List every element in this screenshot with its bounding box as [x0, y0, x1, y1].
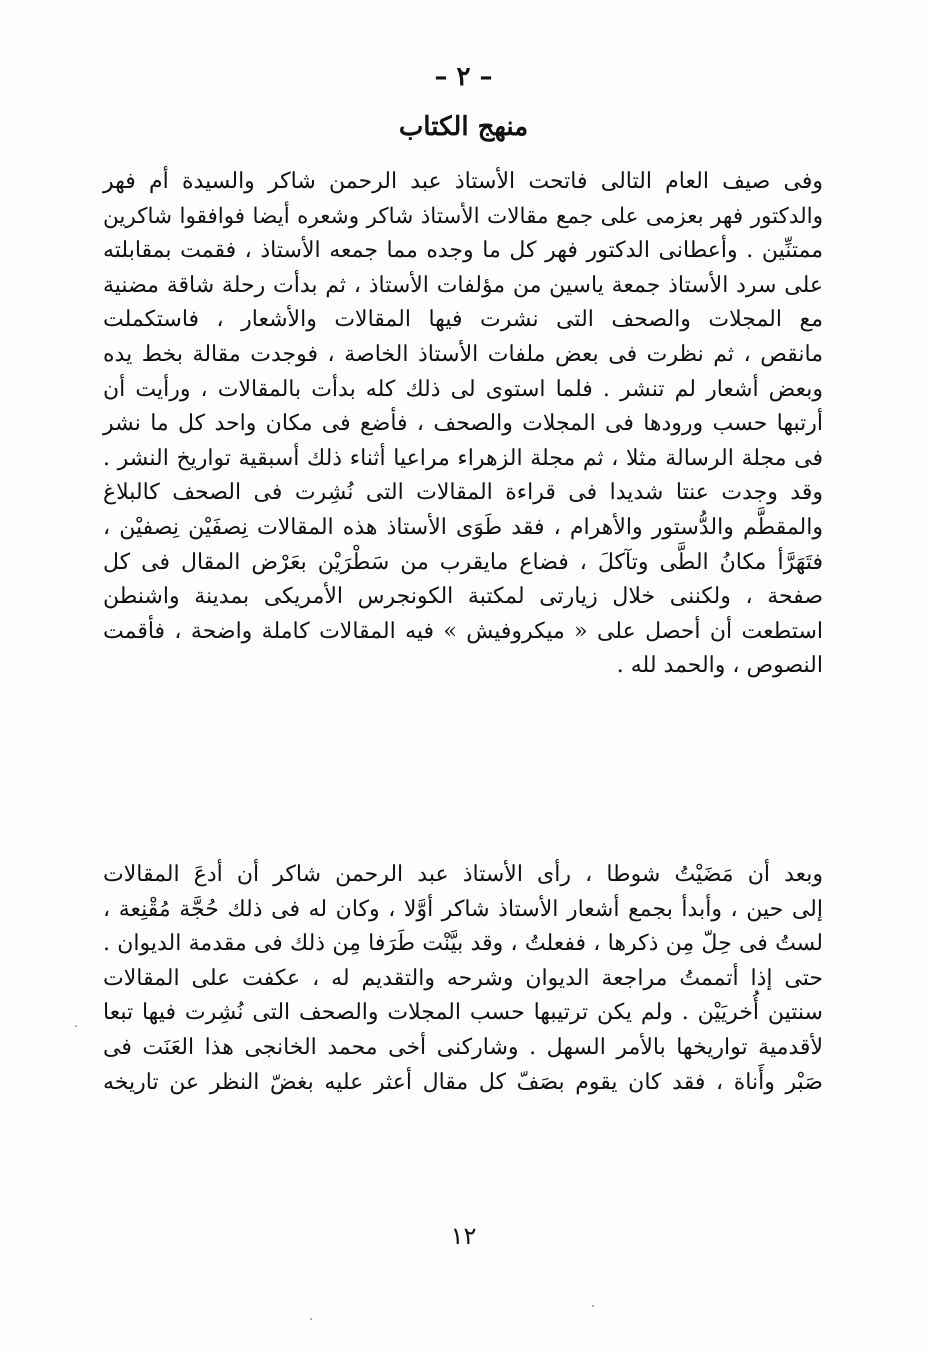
text-line: أرتبها حسب ورودها فى المجلات والصحف ، فأضع فى مكان واحد كل ما نشر — [103, 411, 823, 437]
text-line: فى مجلة الرسالة مثلا ، ثم مجلة الزهراء مراعيا أثناء ذلك أسبقية تواريخ النشر . — [103, 445, 823, 471]
scan-speck — [592, 1305, 594, 1307]
text-line: وبعض أشعار لم تنشر . فلما استوى لى ذلك كله بدأت بالمقالات ، ورأيت أن — [103, 376, 823, 402]
paragraph-1 — [103, 165, 823, 684]
text-line: صفحة ، ولكننى خلال زيارتى لمكتبة الكونجرس الأمريكى بمدينة واشنطن — [103, 584, 823, 610]
section-title: منهج الكتاب — [398, 112, 529, 142]
text-line: صَبْر وأَناة ، فقد كان يقوم بصَفّ كل مقال أعثر عليه بغضّ النظر عن تاريخه — [103, 1069, 823, 1095]
text-line: النصوص ، والحمد لله . — [616, 653, 823, 679]
text-line: على سرد الأستاذ جمعة ياسين من مؤلفات الأستاذ ، ثم بدأت رحلة شاقة مضنية — [103, 272, 823, 298]
text-line: وفى صيف العام التالى فاتحت الأستاذ عبد الرحمن شاكر والسيدة أم فهر — [103, 169, 823, 194]
text-line: حتى إذا أتممتُ مراجعة الديوان وشرحه والتقديم له ، عكفت على المقالات — [103, 965, 823, 991]
text-line: مع المجلات والصحف التى نشرت فيها المقالات والأشعار ، فاستكملت — [103, 307, 823, 333]
paragraph-2 — [103, 858, 823, 1100]
text-line: لستُ فى حِلّ مِن ذكرها ، ففعلتُ ، وقد بيَّنْت طَرَفا مِن ذلك فى مقدمة الديوان . — [103, 931, 823, 957]
text-line: استطعت أن أحصل على « ميكروفيش » فيه المقالات كاملة واضحة ، فأقمت — [103, 618, 823, 644]
section-number: – ٢ – — [434, 62, 493, 92]
text-line: فتَهَرَّأ مكانُ الطَّى وتآكلَ ، فضاع مايقرب من سَطْرَيْن بعَرْض المقال فى كل — [103, 549, 823, 575]
scan-speck — [75, 1025, 77, 1027]
scan-speck — [310, 1318, 312, 1320]
text-line: والدكتور فهر بعزمى على جمع مقالات الأستاذ شاكر وشعره أيضا فوافقوا شاكرين — [103, 203, 823, 229]
text-line: والمقطَّم والدُّستور والأهرام ، فقد طَوَى الأستاذ هذه المقالات نِصفَيْن نِصفيْن ، — [103, 514, 823, 540]
text-line: ممتنِّين . وأعطانى الدكتور فهر كل ما وجده مما جمعه الأستاذ ، فقمت بمقابلته — [103, 238, 823, 264]
page-number: ١٢ — [450, 1222, 477, 1250]
text-line: وقد وجدت عنتا شديدا فى قراءة المقالات التى نُشِرت فى الصحف كالبلاغ — [103, 480, 823, 506]
text-line: إلى حين ، وأبدأ بجمع أشعار الأستاذ شاكر أوَّلا ، وكان له فى ذلك حُجَّة مُقْنِعة ، — [103, 896, 823, 922]
text-line: سنتين أُخريَيْن . ولم يكن ترتيبها حسب المجلات والصحف التى نُشِرت فيها تبعا — [103, 1000, 823, 1026]
text-line: لأقدمية تواريخها بالأمر السهل . وشاركنى أخى محمد الخانجى هذا العَنَت فى — [103, 1034, 823, 1060]
text-line: وبعد أن مَضَيْتُ شوطا ، رأى الأستاذ عبد الرحمن شاكر أن أدعَ المقالات — [103, 862, 823, 887]
text-line: مانقص ، ثم نظرت فى بعض ملفات الأستاذ الخاصة ، فوجدت مقالة بخط يده — [103, 341, 823, 367]
